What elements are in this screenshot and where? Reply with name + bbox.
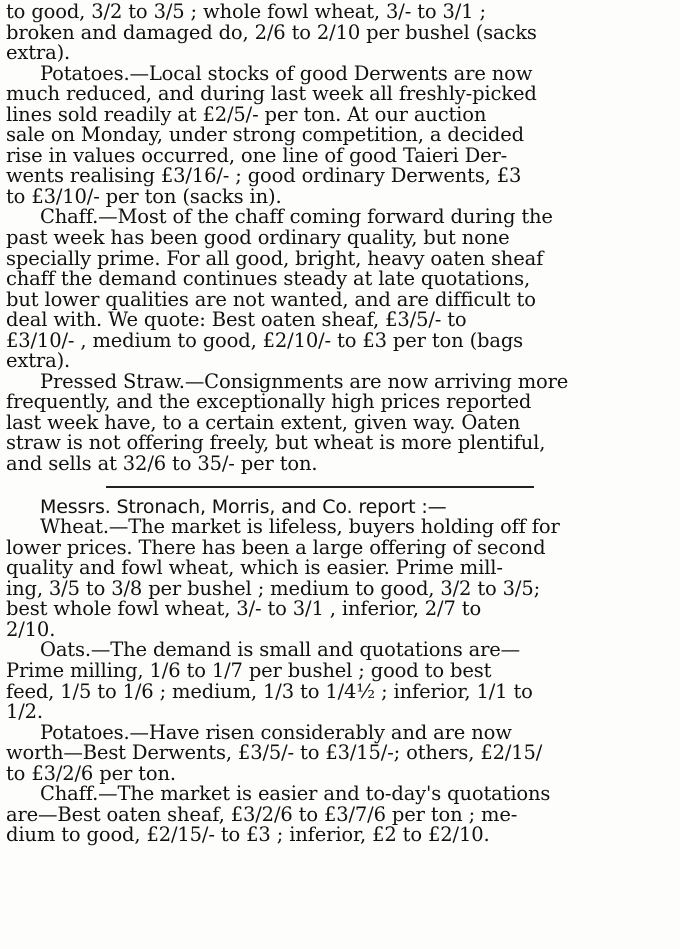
text-line: specially prime. For all good, bright, heavy oaten sheaf bbox=[6, 246, 544, 270]
divider-rule bbox=[106, 486, 534, 488]
text-line: to £3/2/6 per ton. bbox=[6, 761, 176, 785]
text-line: quality and fowl wheat, which is easier. Prime mill- bbox=[6, 556, 503, 580]
section-heading: Messrs. Stronach, Morris, and Co. report :— bbox=[40, 495, 447, 518]
text-line: but lower qualities are not wanted, and are difficult to bbox=[6, 287, 536, 311]
text-line: feed, 1/5 to 1/6 ; medium, 1/3 to 1/4½ ; inferior, 1/1 to bbox=[6, 679, 533, 703]
text-line: dium to good, £2/15/- to £3 ; inferior, £2 to £2/10. bbox=[6, 823, 490, 847]
text-line: £3/10/- , medium to good, £2/10/- to £3 per ton (bags bbox=[6, 328, 524, 352]
text-line: Potatoes.—Local stocks of good Derwents are now bbox=[40, 61, 533, 85]
paragraph-oats bbox=[6, 640, 674, 722]
text-line: rise in values occurred, one line of good Taieri Der- bbox=[6, 143, 508, 167]
text-line: to good, 3/2 to 3/5 ; whole fowl wheat, 3/- to 3/1 ; bbox=[6, 0, 486, 23]
paragraph-potatoes-report bbox=[6, 720, 674, 785]
text-line: frequently, and the exceptionally high prices reported bbox=[6, 390, 532, 414]
paragraph-wheat bbox=[6, 517, 674, 640]
text-line: extra). bbox=[6, 349, 71, 373]
text-line: straw is not offering freely, but wheat is more plentiful, bbox=[6, 431, 546, 455]
text-line: ing, 3/5 to 3/8 per bushel ; medium to good, 3/2 to 3/5; bbox=[6, 576, 541, 600]
text-line: Chaff.—The market is easier and to-day's quotations bbox=[40, 782, 551, 806]
paragraph-pressed-straw bbox=[6, 369, 674, 476]
text-line: past week has been good ordinary quality, but none bbox=[6, 226, 510, 250]
text-line: worth—Best Derwents, £3/5/- to £3/15/-; others, £2/15/ bbox=[6, 741, 543, 765]
text-line: extra). bbox=[6, 41, 71, 65]
text-line: to £3/10/- per ton (sacks in). bbox=[6, 184, 282, 208]
text-line: deal with. We quote: Best oaten sheaf, £3/5/- to bbox=[6, 308, 467, 332]
text-line: last week have, to a certain extent, given way. Oaten bbox=[6, 410, 521, 434]
article-column bbox=[6, 2, 674, 846]
text-line: 2/10. bbox=[6, 617, 56, 641]
text-line: best whole fowl wheat, 3/- to 3/1 , inferior, 2/7 to bbox=[6, 597, 482, 621]
text-line: Potatoes.—Have risen considerably and are now bbox=[40, 720, 512, 744]
paragraph-potatoes bbox=[6, 61, 674, 208]
text-line: broken and damaged do, 2/6 to 2/10 per bushel (sacks bbox=[6, 20, 537, 44]
text-line: Prime milling, 1/6 to 1/7 per bushel ; good to best bbox=[6, 658, 492, 682]
text-line: 1/2. bbox=[6, 700, 43, 724]
paragraph-chaff bbox=[6, 207, 674, 371]
text-line: Pressed Straw.—Consignments are now arriving more bbox=[40, 369, 569, 393]
text-line: Chaff.—Most of the chaff coming forward during the bbox=[40, 205, 553, 229]
paragraph-chaff-report bbox=[6, 784, 674, 846]
text-line: lower prices. There has been a large offering of second bbox=[6, 535, 546, 559]
text-line: chaff the demand continues steady at late quotations, bbox=[6, 267, 531, 291]
text-line: lines sold readily at £2/5/- per ton. At our auction bbox=[6, 102, 487, 126]
text-line: sale on Monday, under strong competition, a decided bbox=[6, 123, 524, 147]
section-divider bbox=[6, 475, 674, 497]
text-line: Wheat.—The market is lifeless, buyers holding off for bbox=[40, 515, 560, 539]
text-line: much reduced, and during last week all freshly-picked bbox=[6, 82, 537, 106]
paragraph-grain-prices bbox=[6, 2, 674, 64]
text-line: and sells at 32/6 to 35/- per ton. bbox=[6, 452, 318, 476]
text-line: Oats.—The demand is small and quotations are— bbox=[40, 638, 520, 662]
text-line: wents realising £3/16/- ; good ordinary Derwents, £3 bbox=[6, 164, 522, 188]
text-line: are—Best oaten sheaf, £3/2/6 to £3/7/6 per ton ; me- bbox=[6, 802, 518, 826]
